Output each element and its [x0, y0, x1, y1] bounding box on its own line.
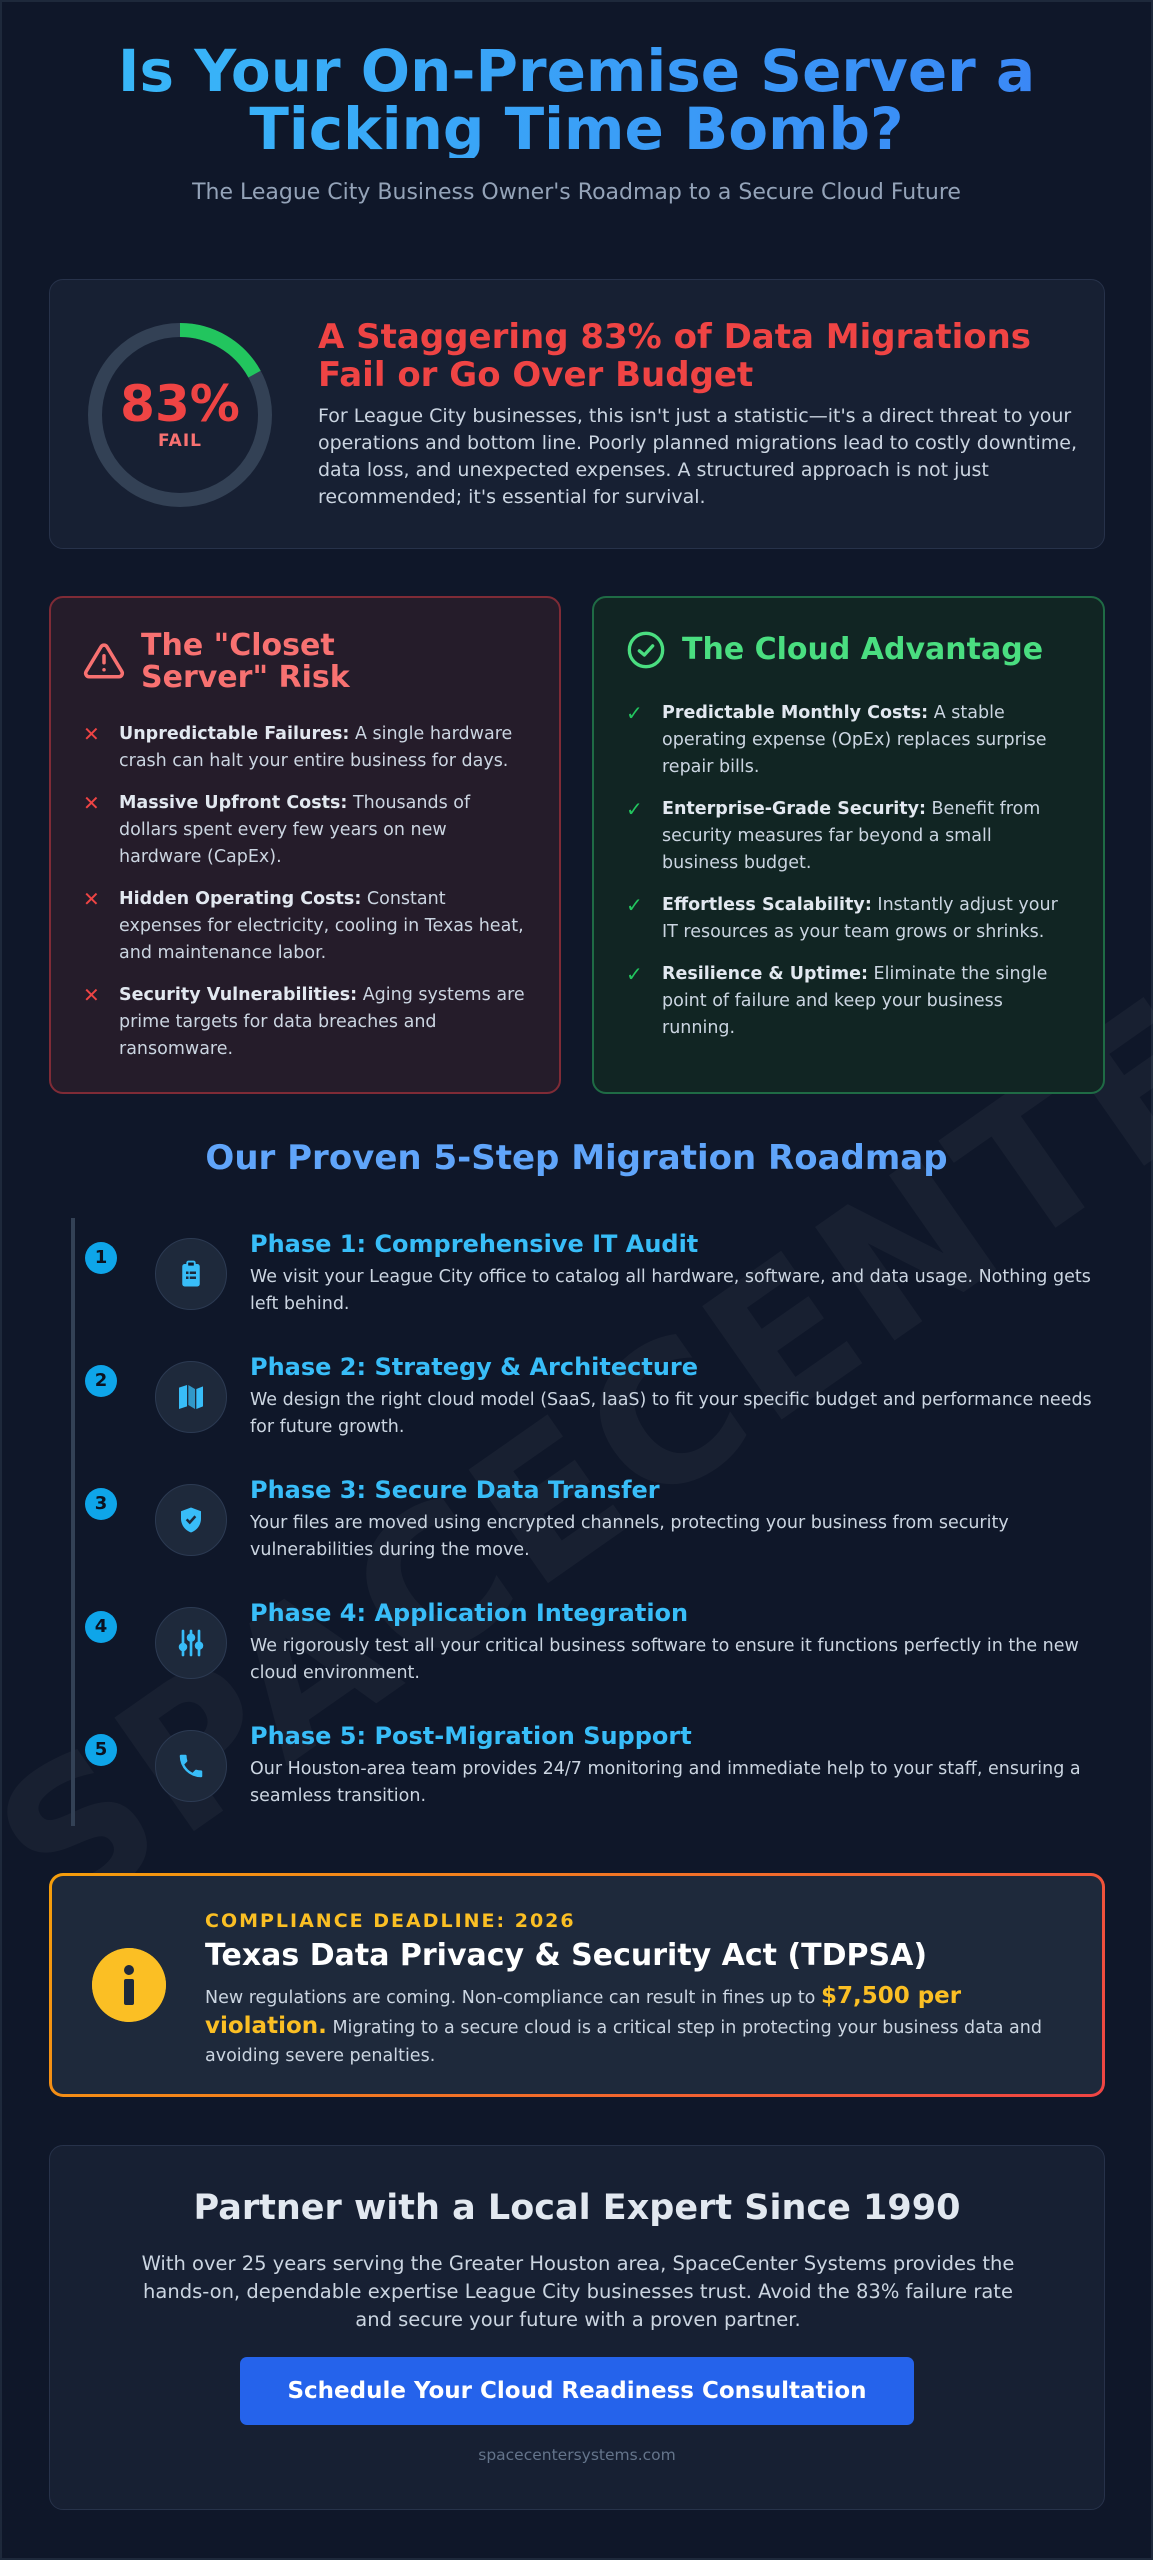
check-icon: ✓: [626, 701, 643, 725]
website-link[interactable]: spacecentersystems.com: [478, 2446, 676, 2464]
stat-label: FAIL: [158, 431, 202, 451]
partner-title: Partner with a Local Expert Since 1990: [193, 2188, 961, 2228]
phase-number: 1: [85, 1242, 117, 1274]
header: [0, 37, 1153, 205]
phase-number: 4: [85, 1611, 117, 1643]
x-icon: ✕: [83, 983, 100, 1007]
advantage-item: ✓ Enterprise-Grade Security: Benefit from security measures far beyond a small business budget.: [626, 797, 1041, 873]
advantage-card: [592, 596, 1105, 1094]
phase-title: Phase 5: Post-Migration Support: [250, 1722, 692, 1750]
warning-triangle-icon: [83, 640, 125, 682]
phase-title: Phase 2: Strategy & Architecture: [250, 1353, 699, 1381]
phase-2: [85, 1351, 1095, 1461]
risk-card: [49, 596, 561, 1094]
check-icon: ✓: [626, 962, 643, 986]
phase-1: [85, 1228, 1095, 1338]
phase-5: [85, 1720, 1095, 1830]
compliance-inner: [52, 1876, 1102, 2094]
partner-text: With over 25 years serving the Greater Houston area, SpaceCenter Systems provides the hands-on, dependable expertise League City businesses trust. Avoid the 83% failure rate and secure your future with a proven partner.: [141, 2252, 1015, 2331]
risk-title: The "Closet Server" Risk: [141, 628, 350, 695]
shield-icon: [155, 1484, 227, 1556]
info-icon: [92, 1948, 166, 2022]
phase-number: 3: [85, 1488, 117, 1520]
risk-item: ✕ Hidden Operating Costs: Constant expenses for electricity, cooling in Texas heat, and maintenance labor.: [83, 887, 524, 963]
phase-number: 2: [85, 1365, 117, 1397]
risk-item: ✕ Massive Upfront Costs: Thousands of dollars spent every few years on new hardware (CapEx).: [83, 791, 471, 867]
risk-header: [83, 630, 461, 694]
stat-title: A Staggering 83% of Data Migrations Fail or Go Over Budget: [318, 317, 1032, 395]
check-circle-icon: [626, 630, 666, 670]
phase-title: Phase 1: Comprehensive IT Audit: [250, 1230, 699, 1258]
stat-card: [49, 279, 1105, 549]
roadmap-title: Our Proven 5-Step Migration Roadmap: [205, 1138, 948, 1178]
phase-4: [85, 1597, 1095, 1707]
phase-text: We rigorously test all your critical business software to ensure it functions perfectly in the new cloud environment.: [250, 1636, 1079, 1683]
risk-item: ✕ Security Vulnerabilities: Aging systems are prime targets for data breaches and ransomware.: [83, 983, 525, 1059]
clipboard-icon: [155, 1238, 227, 1310]
compliance-title: Texas Data Privacy & Security Act (TDPSA): [205, 1938, 928, 1973]
check-icon: ✓: [626, 893, 643, 917]
x-icon: ✕: [83, 722, 100, 746]
phase-text: We design the right cloud model (SaaS, IaaS) to fit your specific budget and performance needs for future growth.: [250, 1390, 1092, 1437]
phase-text: Your files are moved using encrypted channels, protecting your business from security vulnerabilities during the move.: [250, 1513, 1009, 1560]
sliders-icon: [155, 1607, 227, 1679]
compliance-text: New regulations are coming. Non-compliance can result in fines up to $7,500 per violation. Migrating to a secure cloud is a critical step in protecting your business data and avoiding severe penalties.: [205, 1983, 1042, 2066]
risk-item: ✕ Unpredictable Failures: A single hardware crash can halt your entire business for days.: [83, 722, 513, 771]
stat-value: 83%: [120, 375, 240, 433]
check-icon: ✓: [626, 797, 643, 821]
compliance-kicker: COMPLIANCE DEADLINE: 2026: [205, 1910, 576, 1932]
phase-text: Our Houston-area team provides 24/7 monitoring and immediate help to your staff, ensuring a seamless transition.: [250, 1759, 1081, 1806]
timeline-line: [71, 1218, 75, 1826]
map-icon: [155, 1361, 227, 1433]
advantage-item: ✓ Resilience & Uptime: Eliminate the single point of failure and keep your business running.: [626, 962, 1048, 1038]
stat-text: For League City businesses, this isn't just a statistic—it's a direct threat to your operations and bottom line. Poorly planned migrations lead to costly downtime, data loss, and unexpected expenses. A structured approach is not just recommended; it's essential for survival.: [318, 405, 1078, 508]
compliance-callout: [49, 1873, 1105, 2097]
advantage-item: ✓ Predictable Monthly Costs: A stable operating expense (OpEx) replaces surprise repair bills.: [626, 701, 1047, 777]
fine-highlight: $7,500 per violation.: [205, 1983, 962, 2039]
page-title: Is Your On-Premise Server a Ticking Time Bomb?: [0, 42, 1153, 158]
partner-card: [49, 2145, 1105, 2510]
schedule-consultation-button[interactable]: Schedule Your Cloud Readiness Consultation: [240, 2357, 914, 2425]
phase-title: Phase 3: Secure Data Transfer: [250, 1476, 660, 1504]
advantage-header: [626, 630, 1062, 670]
phase-number: 5: [85, 1734, 117, 1766]
ring-label-group: [84, 319, 276, 511]
phase-text: We visit your League City office to catalog all hardware, software, and data usage. Nothing gets left behind.: [250, 1267, 1091, 1314]
phase-3: [85, 1474, 1095, 1584]
advantage-item: ✓ Effortless Scalability: Instantly adjust your IT resources as your team grows or shrinks.: [626, 893, 1058, 942]
risk-list: [83, 721, 529, 1078]
x-icon: ✕: [83, 791, 100, 815]
phase-title: Phase 4: Application Integration: [250, 1599, 689, 1627]
x-icon: ✕: [83, 887, 100, 911]
phone-icon: [155, 1730, 227, 1802]
advantage-title: The Cloud Advantage: [682, 632, 1044, 667]
page-subtitle: The League City Business Owner's Roadmap to a Secure Cloud Future: [192, 180, 961, 205]
advantage-list: [626, 700, 1073, 1057]
